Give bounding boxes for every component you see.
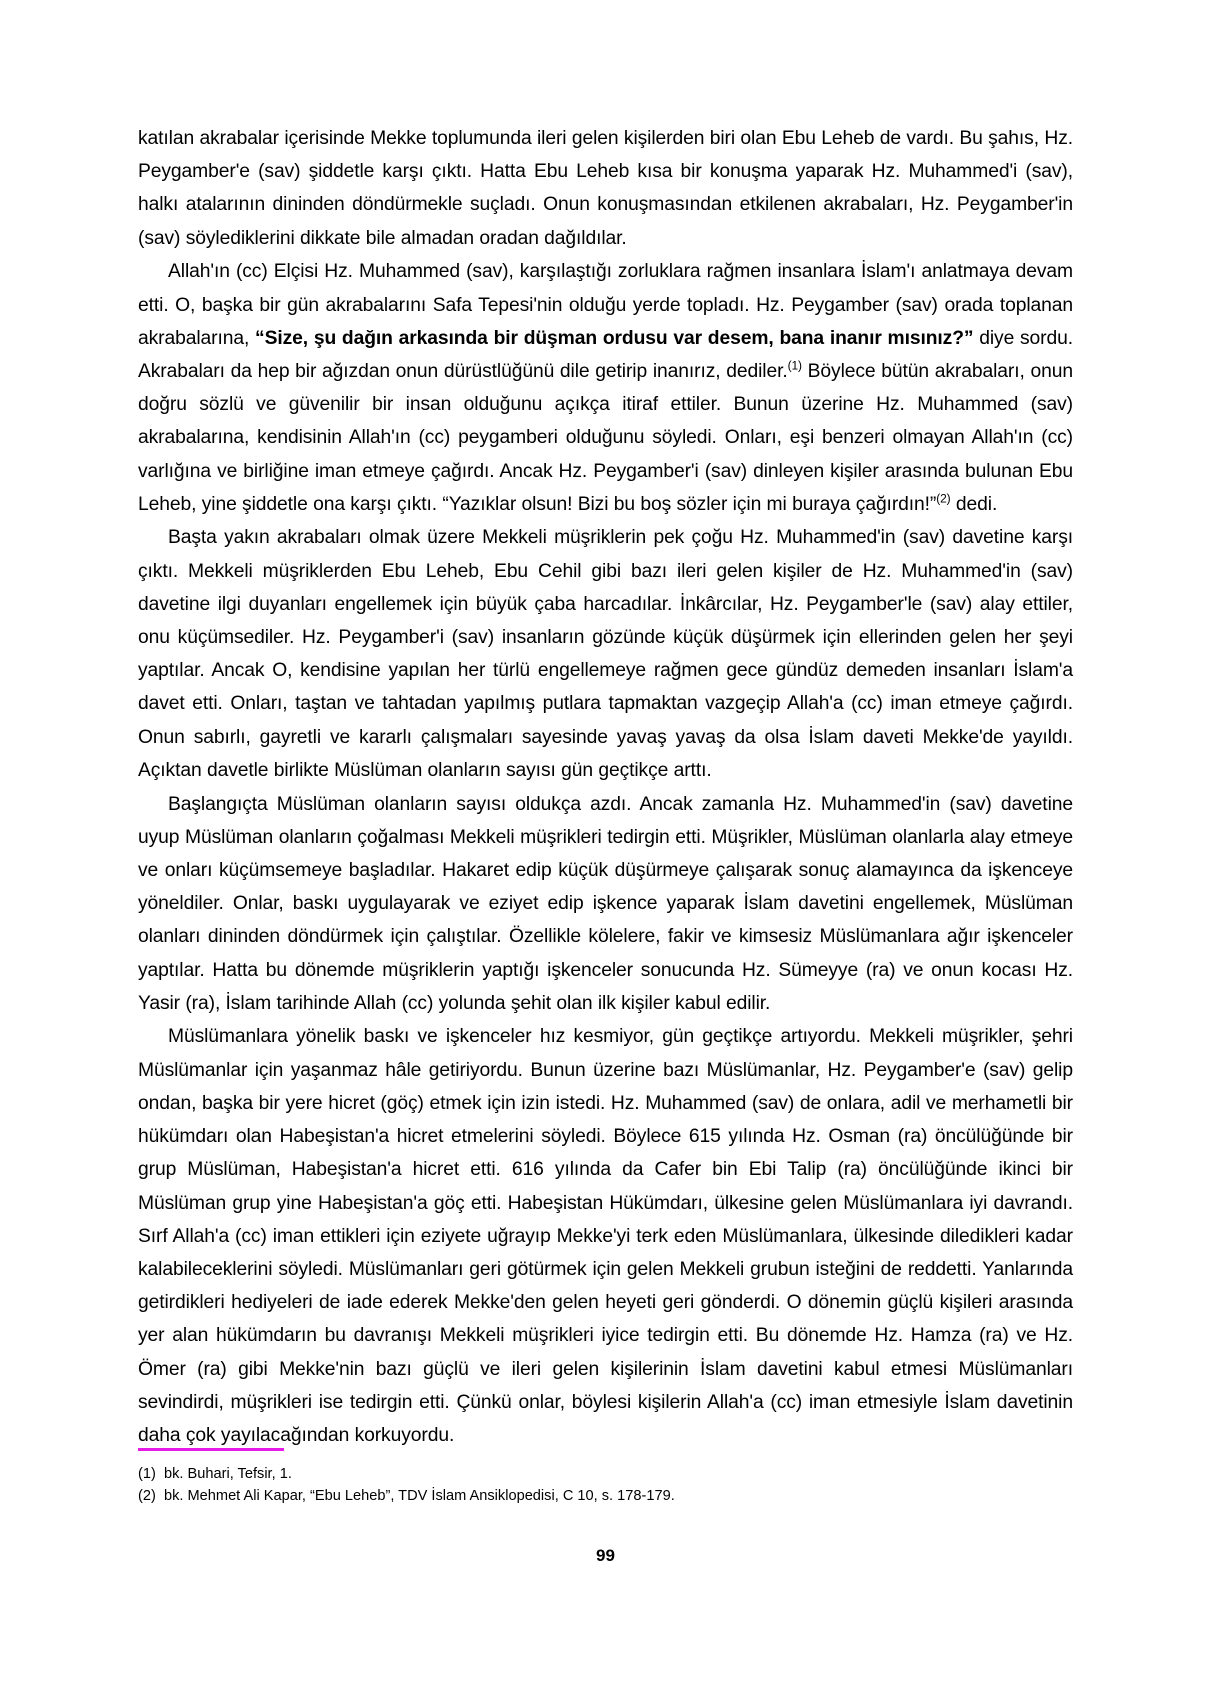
footnote-1 [138,1463,1073,1485]
paragraph-3: Başta yakın akrabaları olmak üzere Mekkeli müşriklerin pek çoğu Hz. Muhammed'in (sav) davetine karşı çıktı. Mekkeli müşriklerden Ebu Leheb, Ebu Cehil gibi bazı ileri gelen kişiler de Hz. Muhammed'in (sav) davetine ilgi duyanları engellemek için büyük çaba harcadılar. İnkârcılar, Hz. Peygamber'le (sav) alay ettiler, onu küçümsediler. Hz. Peygamber'i (sav) insanların gözünde küçük düşürmek için ellerinden gelen her şeyi yaptılar. Ancak O, kendisine yapılan her türlü engellemeye rağmen gece gündüz demeden insanları İslam'a davet etti. Onları, taştan ve tahtadan yapılmış putlara tapmaktan vazgeçip Allah'a (cc) iman etmeye çağırdı. Onun sabırlı, gayretli ve kararlı çalışmaları sayesinde yavaş yavaş da olsa İslam daveti Mekke'de yayıldı. Açıktan davetle birlikte Müslüman olanların sayısı gün geçtikçe arttı. [138,527,1073,781]
footnote-1-text: bk. Buhari, Tefsir, 1. [164,1466,292,1482]
footnotes-section [138,1448,1073,1507]
footnote-ref-1[interactable]: (1) [787,358,802,373]
paragraph-2-text-a: Allah'ın (cc) Elçisi Hz. Muhammed (sav), karşılaştığı zorluklara rağmen insanlara İslam'ı anlatmaya devam etti. O, başka bir gün akrabalarını Safa Tepesi'nin olduğu yerde topladı. Hz. Peygamber (sav) orada toplanan akrabalarına, [138,261,1073,349]
paragraph-1: katılan akrabalar içerisinde Mekke toplumunda ileri gelen kişilerden biri olan Ebu Leheb de vardı. Bu şahıs, Hz. Peygamber'e (sav) şiddetle karşı çıktı. Hatta Ebu Leheb kısa bir konuşma yaparak Hz. Muhammed'i (sav), halkı atalarının dininden döndürmekle suçladı. Onun konuşmasından etkilenen akrabaları, Hz. Peygamber'in (sav) söylediklerini dikkate bile almadan oradan dağıldılar. [138,128,1073,249]
paragraph-2-text-d: dedi. [950,493,998,515]
paragraph-4: Başlangıçta Müslüman olanların sayısı oldukça azdı. Ancak zamanla Hz. Muhammed'in (sav) davetine uyup Müslüman olanların çoğalması Mekkeli müşrikleri tedirgin etti. Müşrikler, Müslüman olanlarla alay etmeye ve onları küçümsemeye başladılar. Hakaret edip küçük düşürmeye çalışarak sonuç alamayınca da işkenceye yöneldiler. Onlar, baskı uygulayarak ve eziyet edip işkence yaparak İslam davetini engellemek, Müslüman olanları dininden döndürmek için çalıştılar. Özellikle kölelere, fakir ve kimsesiz Müslümanlara ağır işkenceler yaptılar. Hatta bu dönemde müşriklerin yaptığı işkenceler sonucunda Hz. Sümeyye (ra) ve onun kocası Hz. Yasir (ra), İslam tarihinde Allah (cc) yolunda şehit olan ilk kişiler kabul edilir. [138,793,1073,1014]
footnote-1-marker: (1) [138,1466,156,1482]
footnote-2-marker: (2) [138,1488,156,1504]
footnote-separator-rule [138,1448,284,1451]
footnote-2 [138,1485,1073,1507]
body-text-column [138,122,1073,1453]
footnote-2-text: bk. Mehmet Ali Kapar, “Ebu Leheb”, TDV İslam Ansiklopedisi, C 10, s. 178-179. [164,1488,675,1504]
paragraph-2 [138,255,1073,521]
page-number: 99 [596,1546,615,1565]
paragraph-5: Müslümanlara yönelik baskı ve işkenceler hız kesmiyor, gün geçtikçe artıyordu. Mekkeli müşrikler, şehri Müslümanlar için yaşanmaz hâle getiriyordu. Bunun üzerine bazı Müslümanlar, Hz. Peygamber'e (sav) gelip ondan, başka bir yere hicret (göç) etmek için izin istedi. Hz. Muhammed (sav) de onlara, adil ve merhametli bir hükümdarı olan Habeşistan'a hicret etmelerini söyledi. Böylece 615 yılında Hz. Osman (ra) öncülüğünde bir grup Müslüman, Habeşistan'a hicret etti. 616 yılında da Cafer bin Ebi Talip (ra) öncülüğünde ikinci bir Müslüman grup yine Habeşistan'a göç etti. Habeşistan Hükümdarı, ülkesine gelen Müslümanlara iyi davrandı. Sırf Allah'a (cc) iman ettikleri için eziyete uğrayıp Mekke'yi terk eden Müslümanlara, ülkesinde diledikleri kadar kalabileceklerini söyledi. Müslümanları geri götürmek için gelen Mekkeli grubun isteğini de reddetti. Yanlarında getirdikleri hediyeleri de iade ederek Mekke'den gelen heyeti geri gönderdi. O dönemin güçlü kişileri arasında yer alan hükümdarın bu davranışı Mekkeli müşrikleri iyice tedirgin etti. Bu dönemde Hz. Hamza (ra) ve Hz. Ömer (ra) gibi Mekke'nin bazı güçlü ve ileri gelen kişilerinin İslam davetini kabul etmesi Müslümanları sevindirdi, müşrikleri ise tedirgin etti. Çünkü onlar, böylesi kişilerin Allah'a (cc) iman etmesiyle İslam davetinin daha çok yayılacağından korkuyordu. [138,1026,1073,1446]
paragraph-2-text-c: Böylece bütün akrabaları, onun doğru sözlü ve güvenilir bir insan olduğunu açıkça itiraf ettiler. Bunun üzerine Hz. Muhammed (sav) akrabalarına, kendisinin Allah'ın (cc) peygamberi olduğunu söyledi. Onları, eşi benzeri olmayan Allah'ın (cc) varlığına ve birliğine iman etmeye çağırdı. Ancak Hz. Peygamber'i (sav) dinleyen kişiler arasında bulunan Ebu Leheb, yine şiddetle ona karşı çıktı. “Yazıklar olsun! Bizi bu boş sözler için mi buraya çağırdın!” [138,360,1073,515]
paragraph-2-quote-bold: “Size, şu dağın arkasında bir düşman ordusu var desem, bana inanır mısınız?” [255,327,974,349]
footnote-ref-2[interactable]: (2) [936,491,951,506]
paragraph-2-text-b: diye sordu. Akrabaları da hep bir ağızdan onun dürüstlüğünü dile getirip inanırız, dediler. [138,327,1073,382]
